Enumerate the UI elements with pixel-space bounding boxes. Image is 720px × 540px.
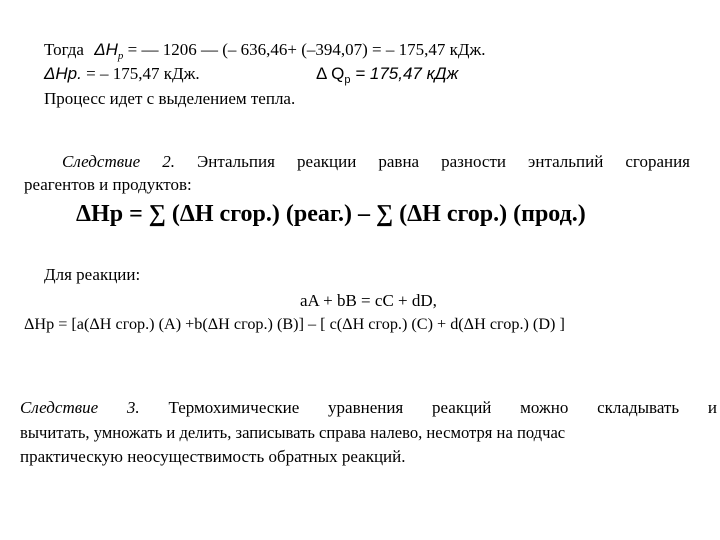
calc-line-2 [44, 64, 200, 84]
corollary-2-line-1 [62, 152, 690, 172]
delta-q-value: = 175,47 кДж [350, 64, 459, 83]
corollary-2-formula: ΔHр = ∑ (ΔH сгор.) (реаг.) – ∑ (ΔH сгор.) (прод.) [76, 201, 586, 227]
delta-q-subscript: p [344, 74, 351, 86]
reaction-formula: ΔHр = [a(ΔH сгор.) (A) +b(ΔH сгор.) (B)] – [ c(ΔH сгор.) (C) + d(ΔH сгор.) (D) ] [24, 315, 565, 333]
corollary-2-line-2: реагентов и продуктов: [24, 175, 192, 194]
reaction-intro: Для реакции: [44, 265, 141, 284]
corollary-2-text-1: Энтальпия реакции равна разности энтальпий сгорания [197, 152, 691, 171]
corollary-2-label: Следствие 2. [62, 152, 175, 171]
delta-hp-symbol: ΔHр. [44, 64, 82, 83]
delta-h-subscript: p [117, 50, 124, 62]
delta-q-symbol: Δ Q [316, 64, 345, 83]
calc-expression: = — 1206 — (– 636,46+ (–394,07) = – 175,47 кДж. [123, 40, 486, 59]
reaction-equation: aA + bB = cC + dD, [300, 291, 437, 310]
calc-line-3: Процесс идет с выделением тепла. [44, 89, 296, 108]
calc-prefix: Тогда [44, 40, 89, 59]
corollary-3-line-3: практическую неосуществимость обратных реакций. [20, 447, 406, 466]
calc-line-1 [44, 40, 485, 60]
corollary-3-text-1: Термохимические уравнения реакций можно складывать и [168, 398, 717, 417]
calc-line-2-q [316, 64, 458, 84]
corollary-3-line-1 [20, 398, 717, 418]
delta-hp-value: = – 175,47 кДж. [81, 64, 200, 83]
corollary-3-line-2: вычитать, умножать и делить, записывать справа налево, несмотря на подчас [20, 423, 566, 442]
corollary-3-label: Следствие 3. [20, 398, 140, 417]
delta-h-symbol: ΔH [94, 40, 118, 59]
